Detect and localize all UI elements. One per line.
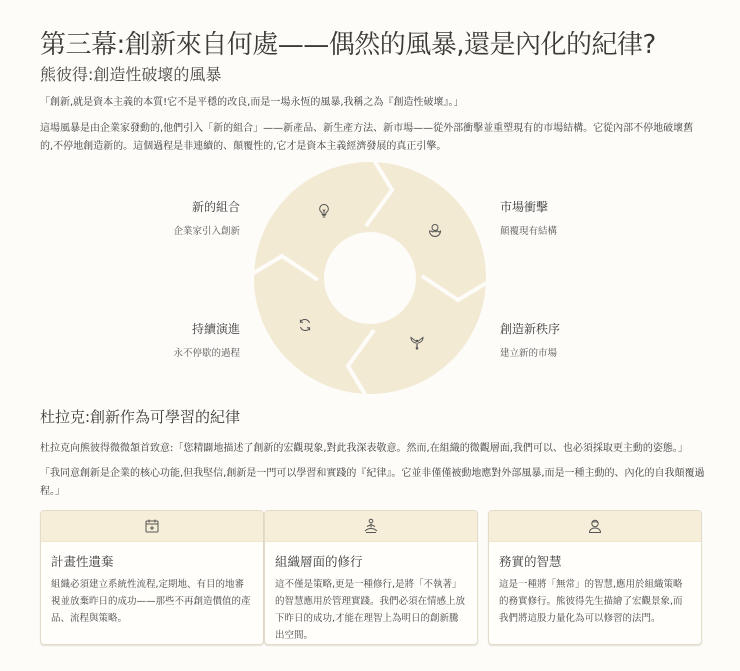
card-planned-abandonment <box>40 510 264 645</box>
refresh-cycle-icon <box>297 317 313 333</box>
cycle-stage-new-order <box>500 320 560 359</box>
cycle-stage-market-shock <box>500 198 557 237</box>
cycle-stage-new-combination <box>173 198 240 237</box>
drucker-quote: 「我同意創新是企業的核心功能,但我堅信,創新是一門可以學習和實踐的『紀律』。它並非僅僅被動地應對外部風暴,而是一種主動的、內化的自我顛覆過程。」 <box>40 468 705 497</box>
page-title: 第三幕:創新來自何處——偶然的風暴,還是內化的紀律? <box>40 30 656 60</box>
card-title: 務實的智慧 <box>499 554 562 569</box>
stage-title: 市場衝擊 <box>500 200 549 214</box>
drucker-intro: 杜拉克向熊彼得微微頷首致意:「您精闢地描述了創新的宏觀現象,對此我深表敬意。然而,在組織的微觀層面,我們可以、也必須採取更主動的姿態。」 <box>40 443 688 454</box>
section-heading-drucker: 杜拉克:創新作為可學習的紀律 <box>40 408 241 426</box>
phoenix-icon <box>409 335 425 351</box>
stage-subtitle: 建立新的市場 <box>500 348 558 359</box>
stage-title: 創造新秩序 <box>500 322 561 336</box>
card-organizational-practice <box>264 510 478 645</box>
cycle-ring <box>252 160 488 396</box>
calendar-plus-icon <box>144 518 160 534</box>
schumpeter-quote: 「創新,就是資本主義的本質!它不是平穩的改良,而是一場永恆的風暴,我稱之為『創造性破壞』。」 <box>40 97 464 108</box>
card-title: 組織層面的修行 <box>275 554 363 569</box>
stage-subtitle: 永不停歇的過程 <box>173 348 240 359</box>
creative-destruction-cycle <box>173 160 561 396</box>
hatching-egg-icon <box>427 222 443 238</box>
stage-subtitle: 企業家引入創新 <box>173 226 240 237</box>
stage-title: 新的組合 <box>191 200 240 214</box>
card-header <box>489 511 701 542</box>
stage-title: 持續演進 <box>191 322 240 336</box>
cycle-stage-continuous-evolution <box>173 320 240 359</box>
card-text: 組織必須建立系統性流程,定期地、有目的地審視並放棄昨日的成功——那些不再創造價值的產品、流程與策略。 <box>51 579 251 624</box>
person-icon <box>587 518 603 534</box>
lightbulb-icon <box>316 203 332 219</box>
meditation-icon <box>363 518 379 534</box>
card-text: 這是一種將「無常」的智慧,應用於組織策略的務實修行。熊彼得先生描繪了宏觀景象,而我們將這股力量化為可以修習的法門。 <box>499 579 683 624</box>
card-header <box>265 511 477 542</box>
card-text: 這不僅是策略,更是一種修行,是將「不執著」的智慧應用於管理實踐。我們必須在情感上放下昨日的成功,才能在理智上為明日的創新騰出空間。 <box>275 579 466 641</box>
stage-subtitle: 顛覆現有結構 <box>500 226 558 237</box>
section-heading-schumpeter: 熊彼得:創造性破壞的風暴 <box>40 65 222 84</box>
schumpeter-body: 這場風暴是由企業家發動的,他們引入「新的組合」——新產品、新生產方法、新市場——從外部衝擊並重塑現有的市場結構。它從內部不停地破壞舊的,不停地創造新的。這個過程是非連續的、顛覆性的,它才是資本主義經濟發展的真正引擎。 <box>40 123 694 152</box>
card-pragmatic-wisdom <box>488 510 702 645</box>
card-title: 計畫性遺棄 <box>51 554 114 569</box>
card-header <box>41 511 263 542</box>
